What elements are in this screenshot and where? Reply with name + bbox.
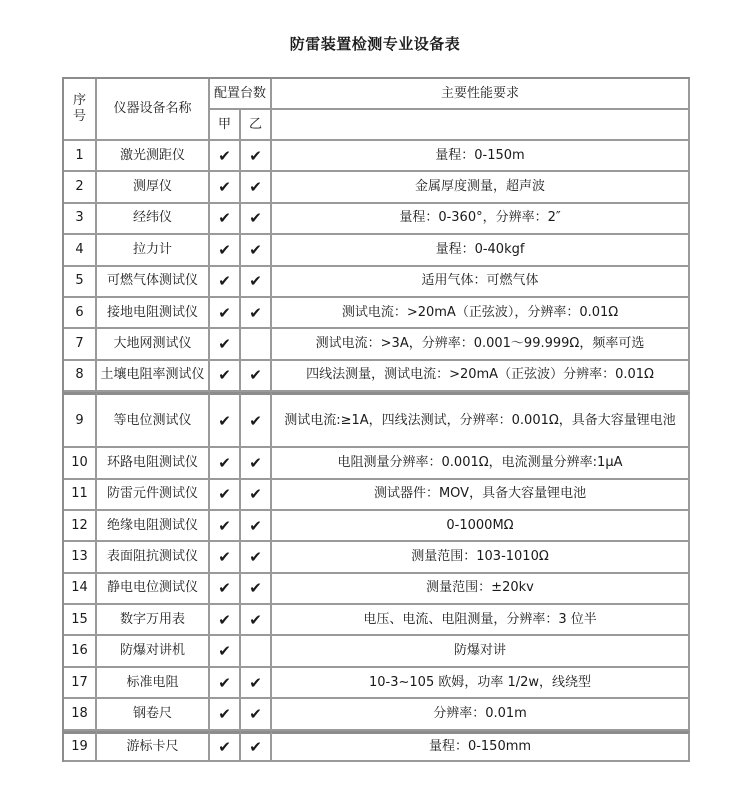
row-yi-check: ✔ [241, 542, 272, 573]
row-yi-check [241, 329, 272, 360]
row-yi-check: ✔ [241, 298, 272, 329]
row-name: 经纬仪 [97, 204, 210, 235]
header-row-1 [64, 79, 690, 110]
row-yi-check: ✔ [241, 605, 272, 636]
table-row [64, 448, 690, 479]
row-seq: 10 [64, 448, 97, 479]
row-perf: 四线法测量，测试电流：>20mA（正弦波）分辨率：0.01Ω [272, 361, 690, 392]
row-name: 钢卷尺 [97, 699, 210, 730]
header-perf: 主要性能要求 [272, 79, 690, 110]
table-row [64, 636, 690, 667]
row-name: 表面阻抗测试仪 [97, 542, 210, 573]
table-row [64, 480, 690, 511]
row-seq: 19 [64, 731, 97, 762]
table-row [64, 141, 690, 172]
row-perf: 防爆对讲 [272, 636, 690, 667]
row-jia-check: ✔ [210, 636, 241, 667]
table-row [64, 204, 690, 235]
row-name: 绝缘电阻测试仪 [97, 511, 210, 542]
header-jia: 甲 [210, 110, 241, 141]
row-seq: 13 [64, 542, 97, 573]
row-jia-check: ✔ [210, 574, 241, 605]
row-seq: 18 [64, 699, 97, 730]
row-name: 标准电阻 [97, 668, 210, 699]
row-yi-check: ✔ [241, 235, 272, 266]
row-perf: 0-1000MΩ [272, 511, 690, 542]
row-name: 防爆对讲机 [97, 636, 210, 667]
row-perf: 电压、电流、电阻测量，分辨率：3 位半 [272, 605, 690, 636]
table-row [64, 574, 690, 605]
row-name: 等电位测试仪 [97, 392, 210, 448]
row-jia-check: ✔ [210, 204, 241, 235]
row-perf: 量程：0-360°，分辨率：2″ [272, 204, 690, 235]
table-row [64, 731, 690, 762]
row-perf: 量程：0-40kgf [272, 235, 690, 266]
row-seq: 7 [64, 329, 97, 360]
row-name: 数字万用表 [97, 605, 210, 636]
row-yi-check: ✔ [241, 172, 272, 203]
table-row [64, 267, 690, 298]
row-perf: 测试电流：>20mA（正弦波），分辨率：0.01Ω [272, 298, 690, 329]
row-perf: 测试电流:≥1A，四线法测试，分辨率：0.001Ω，具备大容量锂电池 [272, 392, 690, 448]
row-yi-check: ✔ [241, 699, 272, 730]
row-yi-check: ✔ [241, 574, 272, 605]
row-yi-check: ✔ [241, 511, 272, 542]
row-seq: 17 [64, 668, 97, 699]
row-jia-check: ✔ [210, 172, 241, 203]
row-seq: 9 [64, 392, 97, 448]
row-seq: 16 [64, 636, 97, 667]
row-perf: 适用气体：可燃气体 [272, 267, 690, 298]
row-jia-check: ✔ [210, 542, 241, 573]
row-name: 环路电阻测试仪 [97, 448, 210, 479]
row-seq: 1 [64, 141, 97, 172]
row-jia-check: ✔ [210, 668, 241, 699]
row-perf: 10-3~105 欧姆，功率 1/2w，线绕型 [272, 668, 690, 699]
row-name: 大地网测试仪 [97, 329, 210, 360]
table-row [64, 668, 690, 699]
row-jia-check: ✔ [210, 392, 241, 448]
row-seq: 2 [64, 172, 97, 203]
table-row [64, 361, 690, 392]
header-config: 配置台数 [210, 79, 272, 110]
row-perf: 测试器件：MOV，具备大容量锂电池 [272, 480, 690, 511]
row-name: 游标卡尺 [97, 731, 210, 762]
row-seq: 6 [64, 298, 97, 329]
header-name: 仪器设备名称 [97, 79, 210, 141]
table-row [64, 392, 690, 448]
row-seq: 3 [64, 204, 97, 235]
document-title: 防雷装置检测专业设备表 [289, 35, 461, 53]
row-yi-check: ✔ [241, 267, 272, 298]
row-seq: 8 [64, 361, 97, 392]
table-row [64, 329, 690, 360]
row-jia-check: ✔ [210, 361, 241, 392]
header-seq: 序号 [64, 79, 97, 141]
row-yi-check [241, 636, 272, 667]
row-yi-check: ✔ [241, 361, 272, 392]
row-name: 防雷元件测试仪 [97, 480, 210, 511]
row-jia-check: ✔ [210, 267, 241, 298]
row-yi-check: ✔ [241, 392, 272, 448]
row-yi-check: ✔ [241, 448, 272, 479]
row-name: 可燃气体测试仪 [97, 267, 210, 298]
row-yi-check: ✔ [241, 141, 272, 172]
row-seq: 4 [64, 235, 97, 266]
row-jia-check: ✔ [210, 731, 241, 762]
row-seq: 15 [64, 605, 97, 636]
row-jia-check: ✔ [210, 480, 241, 511]
table-row [64, 699, 690, 730]
row-jia-check: ✔ [210, 448, 241, 479]
table-row [64, 172, 690, 203]
row-perf: 测试电流：>3A，分辨率：0.001～99.999Ω，频率可选 [272, 329, 690, 360]
row-yi-check: ✔ [241, 731, 272, 762]
row-name: 静电电位测试仪 [97, 574, 210, 605]
row-jia-check: ✔ [210, 329, 241, 360]
row-name: 土壤电阻率测试仪 [97, 361, 210, 392]
row-perf: 测量范围：±20kv [272, 574, 690, 605]
row-yi-check: ✔ [241, 480, 272, 511]
table-row [64, 235, 690, 266]
row-seq: 14 [64, 574, 97, 605]
row-name: 测厚仪 [97, 172, 210, 203]
row-jia-check: ✔ [210, 605, 241, 636]
row-yi-check: ✔ [241, 668, 272, 699]
row-perf: 金属厚度测量，超声波 [272, 172, 690, 203]
row-jia-check: ✔ [210, 699, 241, 730]
row-name: 激光测距仪 [97, 141, 210, 172]
row-name: 接地电阻测试仪 [97, 298, 210, 329]
row-seq: 5 [64, 267, 97, 298]
row-seq: 12 [64, 511, 97, 542]
row-name: 拉力计 [97, 235, 210, 266]
row-seq: 11 [64, 480, 97, 511]
table-row [64, 605, 690, 636]
row-perf: 量程：0-150m [272, 141, 690, 172]
row-jia-check: ✔ [210, 511, 241, 542]
table-row [64, 542, 690, 573]
equipment-table-body [64, 79, 690, 762]
row-jia-check: ✔ [210, 298, 241, 329]
row-perf: 电阻测量分辨率：0.001Ω，电流测量分辨率:1μA [272, 448, 690, 479]
equipment-table [62, 77, 690, 762]
row-jia-check: ✔ [210, 141, 241, 172]
table-row [64, 511, 690, 542]
header-perf-blank [272, 110, 690, 141]
row-perf: 测量范围：103-1010Ω [272, 542, 690, 573]
row-yi-check: ✔ [241, 204, 272, 235]
table-row [64, 298, 690, 329]
header-yi: 乙 [241, 110, 272, 141]
row-perf: 分辨率：0.01m [272, 699, 690, 730]
row-jia-check: ✔ [210, 235, 241, 266]
row-perf: 量程：0-150mm [272, 731, 690, 762]
